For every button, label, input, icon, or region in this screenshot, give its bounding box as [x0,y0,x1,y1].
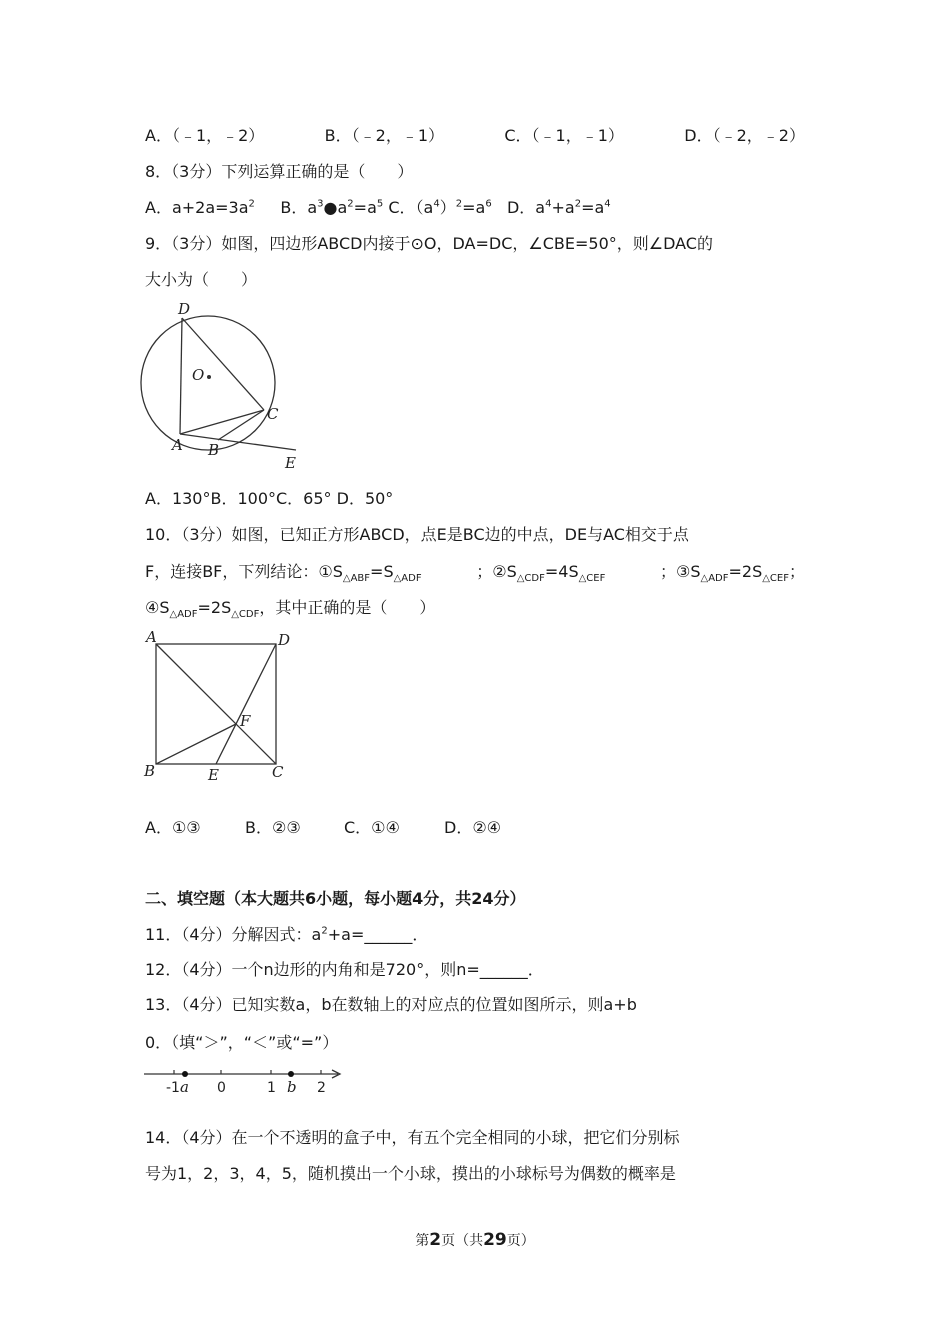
center-dot [207,375,211,379]
q7-option-b: B．（﹣2，﹣1） [324,126,445,145]
label-o: O [192,366,205,384]
q7-options [145,126,805,146]
page-number: 2 [429,1230,442,1250]
point-b [288,1071,294,1077]
q10-stem-line1: 10．（3分）如图，已知正方形ABCD，点E是BC边的中点，DE与AC相交于点 [145,525,689,544]
label-minus-1: -1 [166,1080,180,1096]
q10-option-c: C．①④ [344,818,400,837]
q13-number-line [140,1062,350,1096]
label-b: b [287,1078,297,1096]
segment-ac [180,410,264,434]
q9-circle-figure [140,300,310,475]
q7-option-d: D．（﹣2，﹣2） [684,126,805,145]
segment-bf [156,724,236,764]
label-0: 0 [217,1080,226,1096]
label-c: C [267,405,279,423]
label-2: 2 [317,1080,326,1096]
label-e: E [285,454,296,472]
q9-options: A．130°B．100°C．65° D．50° [145,489,394,508]
q13-line1: 13．（4分）已知实数a，b在数轴上的对应点的位置如图所示，则a+b [145,995,637,1014]
q7-option-c: C．（﹣1，﹣1） [504,126,624,145]
q7-option-a: A．（﹣1，﹣2） [145,126,265,145]
label-d: D [278,631,291,649]
q10-square-figure [140,628,300,788]
section-fill-in-title: 二、填空题（本大题共6小题，每小题4分，共24分） [145,889,526,908]
q10-option-b: B．②③ [245,818,301,837]
label-a: a [180,1078,189,1096]
q8-option-c: C．$(a^4)^2=a^6$ [388,198,492,217]
segment-da [180,318,182,434]
q8-option-d: D．$a^4+a^2=a^4$ [506,198,611,217]
q10-stem-line2: F，连接BF，下列结论：$①S_{\triangle ABF}=S_{\triangle ADF}$ ；$②S_{\triangle CDF}=4S_{\triangle CEF}$ ；$③S_{\triangle ADF}=2S_{\triangle CEF}$； [145,562,805,585]
label-f: F [240,712,251,730]
label-a: A [146,628,157,646]
q8-option-a: A．$a+2a=3a^2$ [145,198,255,217]
q9-stem-line2: 大小为（ ） [145,270,258,289]
q14-line1: 14．（4分）在一个不透明的盒子中，有五个完全相同的小球，把它们分别标 [145,1128,680,1147]
point-a [182,1071,188,1077]
segment-ae [180,434,296,450]
page-footer: 第2页（共29页） [415,1230,535,1250]
q11-line: 11．（4分）分解因式：$a^2+a=\_\_\_\_\_\_$． [145,925,429,944]
diagonal-ac [156,644,276,764]
q8-option-b: B．$a^3●a^2=a^5$ [280,198,384,217]
segment-bc [218,410,264,440]
label-b: B [144,762,156,780]
label-b: B [208,441,220,459]
page-total: 29 [483,1230,507,1250]
q14-line2: 号为1，2，3，4，5，随机摸出一个小球，摸出的小球标号为偶数的概率是 [145,1164,676,1183]
segment-de [216,644,276,764]
label-c: C [272,763,284,781]
label-e: E [208,766,219,784]
q10-stem-line3: $④S_{\triangle ADF}=2S_{\triangle CDF}$，其中正确的是（ ） [145,598,436,621]
q13-line2: 0．（填“＞”，“＜”或“=”） [145,1033,339,1052]
label-1: 1 [267,1080,276,1096]
q12-line: 12．（4分）一个n边形的内角和是720°，则n=______． [145,960,544,979]
q9-stem-line1: 9．（3分）如图，四边形ABCD内接于⊙O，DA=DC，∠CBE=50°，则∠DAC的 [145,234,713,253]
q10-option-a: A．①③ [145,818,201,837]
q8-options [145,198,611,218]
q8-stem: 8．（3分）下列运算正确的是（ ） [145,162,414,181]
label-a: A [172,436,183,454]
label-d: D [178,300,191,318]
q10-option-d: D．②④ [444,818,502,837]
circle-o [141,316,275,450]
